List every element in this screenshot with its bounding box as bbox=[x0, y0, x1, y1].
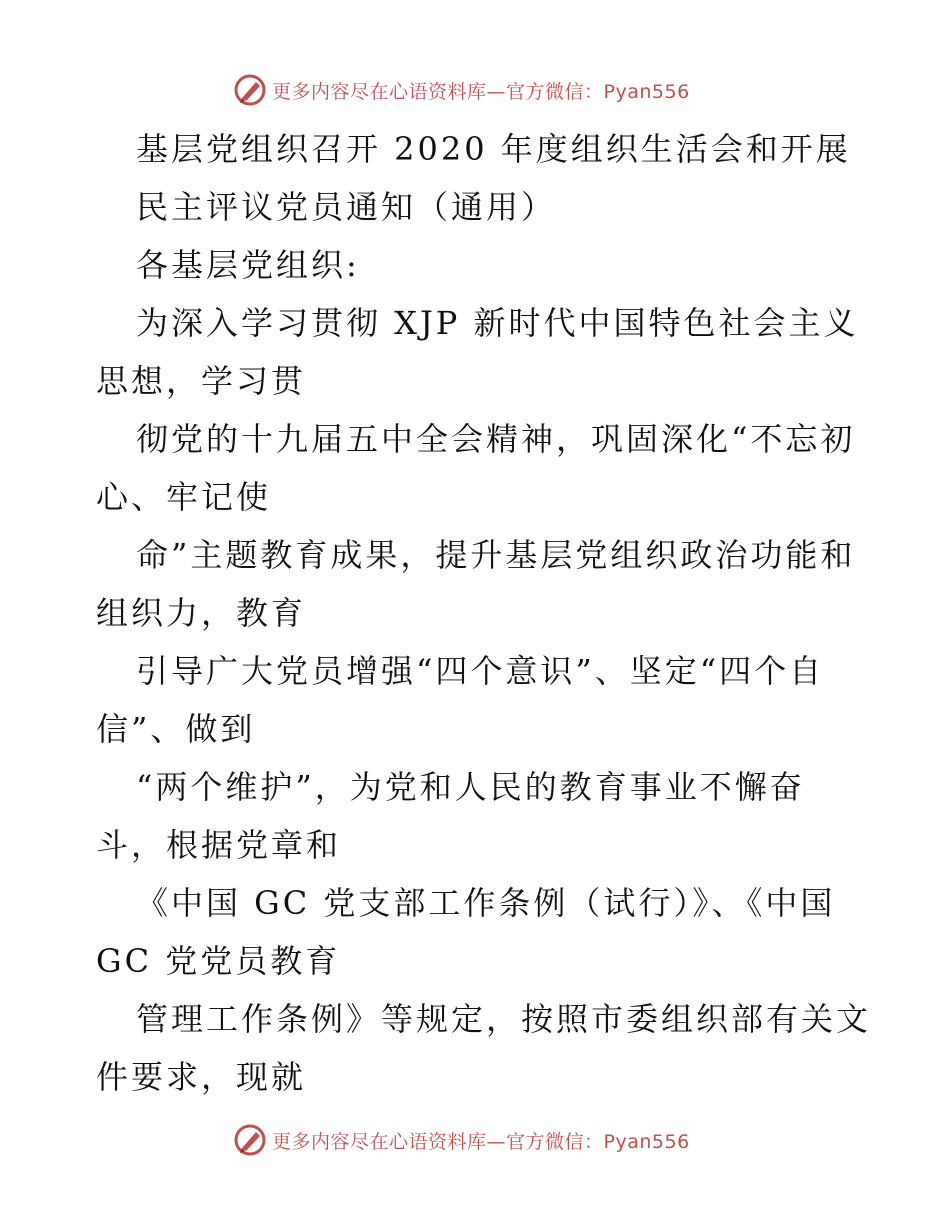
doc-text-line: 组织力，教育 bbox=[96, 594, 307, 632]
doc-text-line: 心、牢记使 bbox=[96, 478, 272, 516]
doc-text-line: “两个维护”，为党和人民的教育事业不懈奋 bbox=[136, 768, 805, 806]
doc-text-line: 引导广大党员增强“四个意识”、坚定“四个自 bbox=[136, 652, 825, 690]
doc-text-line: 斗，根据党章和 bbox=[96, 826, 342, 864]
doc-text-line: 管理工作条例》等规定，按照市委组织部有关文 bbox=[136, 1000, 872, 1038]
doc-text-line: 《中国 GC 党支部工作条例（试行）》、《中国 bbox=[136, 884, 836, 922]
header-watermark bbox=[232, 72, 690, 108]
doc-salutation: 各基层党组织: bbox=[136, 246, 360, 284]
doc-title-line-1: 基层党组织召开 2020 年度组织生活会和开展 bbox=[136, 130, 851, 168]
doc-text-line: 命”主题教育成果，提升基层党组织政治功能和 bbox=[136, 536, 856, 574]
doc-text-line: 思想，学习贯 bbox=[96, 362, 307, 400]
doc-text-line: 为深入学习贯彻 XJP 新时代中国特色社会主义 bbox=[136, 304, 859, 342]
watermark-text: 更多内容尽在心语资料库—官方微信：Pyan556 bbox=[272, 80, 690, 103]
document-body bbox=[96, 120, 872, 1106]
doc-text-line: GC 党党员教育 bbox=[96, 942, 341, 980]
doc-text-line: 彻党的十九届五中全会精神，巩固深化“不忘初 bbox=[136, 420, 856, 458]
pen-logo-icon bbox=[232, 72, 268, 108]
doc-text-line: 件要求，现就 bbox=[96, 1058, 307, 1096]
footer-watermark bbox=[232, 1122, 690, 1158]
watermark-text: 更多内容尽在心语资料库—官方微信：Pyan556 bbox=[272, 1130, 690, 1153]
doc-text-line: 信”、做到 bbox=[96, 710, 256, 748]
doc-title-line-2: 民主评议党员通知（通用） bbox=[136, 188, 557, 226]
pen-logo-icon bbox=[232, 1122, 268, 1158]
